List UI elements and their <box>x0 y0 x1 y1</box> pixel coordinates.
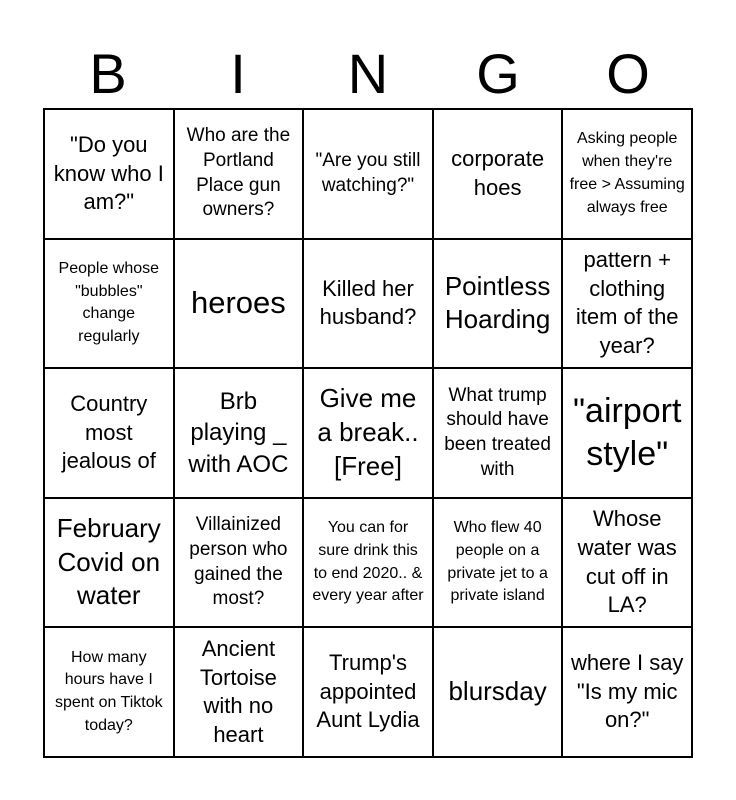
bingo-cell[interactable] <box>45 369 175 499</box>
cell-text: February Covid on water <box>56 512 161 611</box>
bingo-cell[interactable] <box>304 240 434 370</box>
bingo-cell[interactable] <box>434 499 564 629</box>
bingo-cell[interactable] <box>175 110 305 240</box>
cell-text: Ancient Tortoise with no heart <box>199 636 277 747</box>
cell-text: Brb playing _ with AOC <box>188 388 289 478</box>
bingo-cell[interactable] <box>563 110 693 240</box>
cell-text: "Are you still watching?" <box>315 150 421 196</box>
cell-text: Country most jealous of <box>61 391 156 474</box>
cell-text: blursday <box>448 676 547 707</box>
cell-text: "airport style" <box>572 392 682 473</box>
bingo-cell[interactable] <box>45 110 175 240</box>
bingo-cell[interactable] <box>175 628 305 758</box>
cell-text: corporate hoes <box>451 146 545 200</box>
cell-text: Who are the Portland Place gun owners? <box>186 125 291 221</box>
header-letter-i: I <box>230 42 246 105</box>
cell-text: heroes <box>190 285 286 321</box>
bingo-cell[interactable] <box>434 628 564 758</box>
cell-text: Who flew 40 people on a private jet to a private island <box>447 519 548 605</box>
header-letter-b: B <box>89 42 127 105</box>
bingo-cell[interactable] <box>434 240 564 370</box>
cell-text: pattern + clothing item of the year? <box>575 247 679 358</box>
bingo-cell[interactable] <box>45 628 175 758</box>
bingo-cell[interactable] <box>563 499 693 629</box>
cell-text: Villainized person who gained the most? <box>189 514 288 610</box>
cell-text: Asking people when they're free > Assuming always free <box>569 130 685 216</box>
header-letter-n: N <box>347 42 389 105</box>
bingo-header <box>43 40 693 108</box>
bingo-cell[interactable] <box>175 499 305 629</box>
cell-text: Give me a break.. [Free] <box>317 383 419 481</box>
bingo-cell[interactable] <box>175 240 305 370</box>
header-letter-g: G <box>476 42 520 105</box>
cell-text: Trump's appointed Aunt Lydia <box>316 650 420 733</box>
cell-text: What trump should have been treated with <box>444 384 551 480</box>
bingo-cell[interactable] <box>563 240 693 370</box>
header-letter-o: O <box>606 42 650 105</box>
bingo-cell[interactable] <box>304 499 434 629</box>
cell-text: Whose water was cut off in LA? <box>577 506 677 618</box>
cell-text: People whose "bubbles" change regularly <box>58 259 160 346</box>
bingo-cell[interactable] <box>45 240 175 370</box>
bingo-cell[interactable] <box>45 499 175 629</box>
cell-text: Pointless Hoarding <box>444 270 551 335</box>
cell-text: How many hours have I spent on Tiktok today? <box>54 648 163 734</box>
bingo-cell[interactable] <box>434 369 564 499</box>
cell-text: "Do you know who I am?" <box>53 131 164 215</box>
cell-text: You can for sure drink this to end 2020.. & every year after <box>312 519 424 605</box>
cell-text: where I say "Is my mic on?" <box>570 650 684 733</box>
bingo-cell[interactable] <box>434 110 564 240</box>
cell-text: Killed her husband? <box>319 275 417 330</box>
bingo-cell[interactable] <box>304 110 434 240</box>
bingo-cell[interactable] <box>563 369 693 499</box>
bingo-card-grid <box>43 108 693 758</box>
bingo-cell[interactable] <box>175 369 305 499</box>
bingo-cell[interactable] <box>304 628 434 758</box>
bingo-cell[interactable] <box>563 628 693 758</box>
bingo-cell[interactable] <box>304 369 434 499</box>
